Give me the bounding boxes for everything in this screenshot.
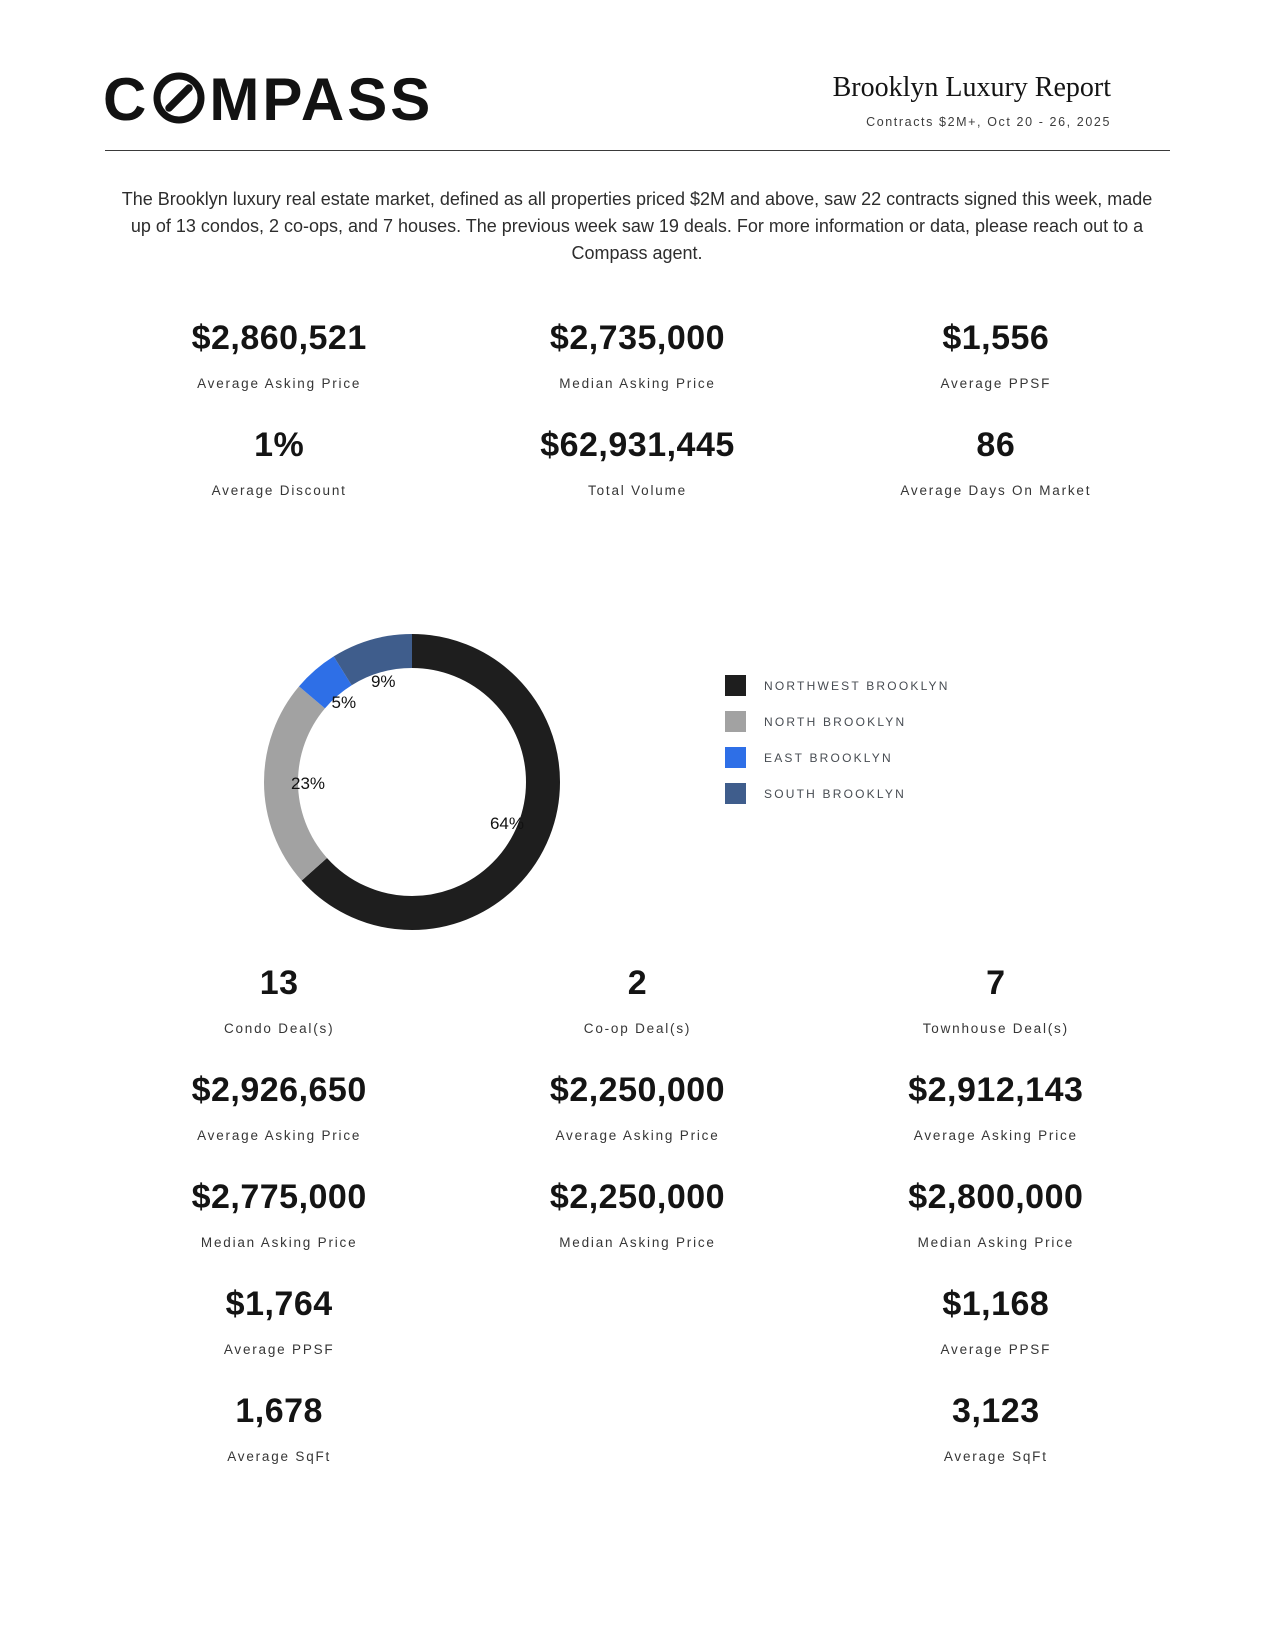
stat-label: Average SqFt bbox=[943, 1449, 1048, 1464]
brand-letters-mpass: MPASS bbox=[209, 66, 434, 133]
donut-percent-label: 9% bbox=[370, 672, 396, 692]
stat-value: $2,800,000 bbox=[908, 1178, 1084, 1216]
stat-label: Median Asking Price bbox=[559, 1235, 716, 1250]
legend-swatch bbox=[725, 783, 746, 804]
deal-share-donut bbox=[262, 632, 562, 932]
stat-label: Average PPSF bbox=[940, 376, 1052, 391]
stat-townhouse-deals bbox=[817, 948, 1175, 1055]
stat-label: Townhouse Deal(s) bbox=[922, 1021, 1069, 1036]
stat-condo-deals bbox=[100, 948, 458, 1055]
stat-label: Average Asking Price bbox=[555, 1128, 720, 1143]
donut-percent-label: 23% bbox=[290, 773, 326, 793]
stat-median-asking-price bbox=[458, 303, 816, 410]
report-header-text bbox=[833, 72, 1111, 129]
header-divider bbox=[105, 150, 1170, 151]
compass-o-needle-icon bbox=[152, 71, 206, 130]
stat-townhouse-avg-ppsf bbox=[817, 1269, 1175, 1376]
stat-avg-discount bbox=[100, 410, 458, 517]
stat-condo-avg-sqft bbox=[100, 1376, 458, 1483]
stat-townhouse-avg-sqft bbox=[817, 1376, 1175, 1483]
summary-stats-grid bbox=[100, 303, 1175, 517]
donut-percent-label: 5% bbox=[331, 693, 357, 713]
stat-value: 1% bbox=[254, 426, 305, 464]
stat-total-volume bbox=[458, 410, 816, 517]
legend-item-northwest-brooklyn bbox=[725, 675, 950, 696]
legend-label: EAST BROOKLYN bbox=[764, 750, 893, 765]
stat-label: Average Asking Price bbox=[197, 1128, 362, 1143]
stat-value: 7 bbox=[986, 964, 1006, 1002]
stat-value: $2,926,650 bbox=[191, 1071, 367, 1109]
legend-label: NORTHWEST BROOKLYN bbox=[764, 678, 950, 693]
stat-value: $1,168 bbox=[942, 1285, 1050, 1323]
stat-value: 86 bbox=[976, 426, 1016, 464]
page-subtitle: Contracts $2M+, Oct 20 - 26, 2025 bbox=[866, 115, 1111, 130]
stat-value: 2 bbox=[627, 964, 648, 1002]
stat-condo-median-asking bbox=[100, 1162, 458, 1269]
stat-label: Condo Deal(s) bbox=[223, 1021, 335, 1036]
stat-label: Average PPSF bbox=[223, 1342, 335, 1357]
deal-type-stats-grid bbox=[100, 948, 1175, 1483]
stat-label: Median Asking Price bbox=[917, 1235, 1075, 1250]
stat-value: $2,250,000 bbox=[549, 1178, 726, 1216]
stat-value: 13 bbox=[259, 964, 299, 1002]
stat-label: Average SqFt bbox=[227, 1449, 332, 1464]
compass-logo bbox=[103, 66, 434, 133]
donut-percent-label: 64% bbox=[489, 814, 524, 834]
stat-value: $2,775,000 bbox=[191, 1178, 367, 1216]
stat-label: Median Asking Price bbox=[559, 376, 716, 391]
stat-value: 3,123 bbox=[952, 1392, 1040, 1430]
stat-coop-median-asking bbox=[458, 1162, 816, 1269]
stat-value: 1,678 bbox=[235, 1392, 323, 1430]
stat-label: Co-op Deal(s) bbox=[583, 1021, 692, 1036]
stat-townhouse-avg-asking bbox=[817, 1055, 1175, 1162]
brand-letter-c: C bbox=[103, 66, 150, 133]
stat-label: Median Asking Price bbox=[200, 1235, 358, 1250]
stat-townhouse-median-asking bbox=[817, 1162, 1175, 1269]
stat-label: Average Discount bbox=[211, 483, 347, 498]
legend-item-east-brooklyn bbox=[725, 747, 950, 768]
stat-label: Average PPSF bbox=[940, 1342, 1052, 1357]
stat-value: $62,931,445 bbox=[540, 426, 735, 464]
page-title: Brooklyn Luxury Report bbox=[832, 72, 1111, 103]
stat-coop-avg-sqft-empty bbox=[458, 1376, 816, 1483]
stat-avg-days-on-market bbox=[817, 410, 1175, 517]
stat-avg-asking-price bbox=[100, 303, 458, 410]
stat-value: $1,556 bbox=[942, 319, 1050, 357]
legend-label: NORTH BROOKLYN bbox=[764, 714, 907, 729]
legend-swatch bbox=[725, 675, 746, 696]
stat-value: $2,912,143 bbox=[908, 1071, 1084, 1109]
stat-label: Average Days On Market bbox=[900, 483, 1092, 498]
legend-swatch bbox=[725, 747, 746, 768]
stat-coop-avg-asking bbox=[458, 1055, 816, 1162]
legend-item-south-brooklyn bbox=[725, 783, 950, 804]
stat-avg-ppsf bbox=[817, 303, 1175, 410]
intro-paragraph: The Brooklyn luxury real estate market, defined as all properties priced $2M and above, saw 22 contracts signed this week, made up of 13 condos, 2 co-ops, and 7 houses. The previous week saw 19 deals. For more information or data, please reach out to a Compass agent. bbox=[121, 189, 1153, 263]
legend-item-north-brooklyn bbox=[725, 711, 950, 732]
stat-condo-avg-ppsf bbox=[100, 1269, 458, 1376]
stat-label: Total Volume bbox=[588, 483, 687, 498]
deal-share-chart-section bbox=[105, 632, 1170, 942]
stat-value: $2,250,000 bbox=[549, 1071, 726, 1109]
stat-label: Average Asking Price bbox=[197, 376, 362, 391]
stat-value: $2,735,000 bbox=[549, 319, 726, 357]
chart-legend bbox=[725, 675, 950, 819]
stat-value: $1,764 bbox=[225, 1285, 333, 1323]
stat-value: $2,860,521 bbox=[191, 319, 367, 357]
stat-condo-avg-asking bbox=[100, 1055, 458, 1162]
legend-label: SOUTH BROOKLYN bbox=[764, 786, 906, 801]
stat-coop-avg-ppsf-empty bbox=[458, 1269, 816, 1376]
stat-coop-deals bbox=[458, 948, 816, 1055]
stat-label: Average Asking Price bbox=[913, 1128, 1078, 1143]
legend-swatch bbox=[725, 711, 746, 732]
